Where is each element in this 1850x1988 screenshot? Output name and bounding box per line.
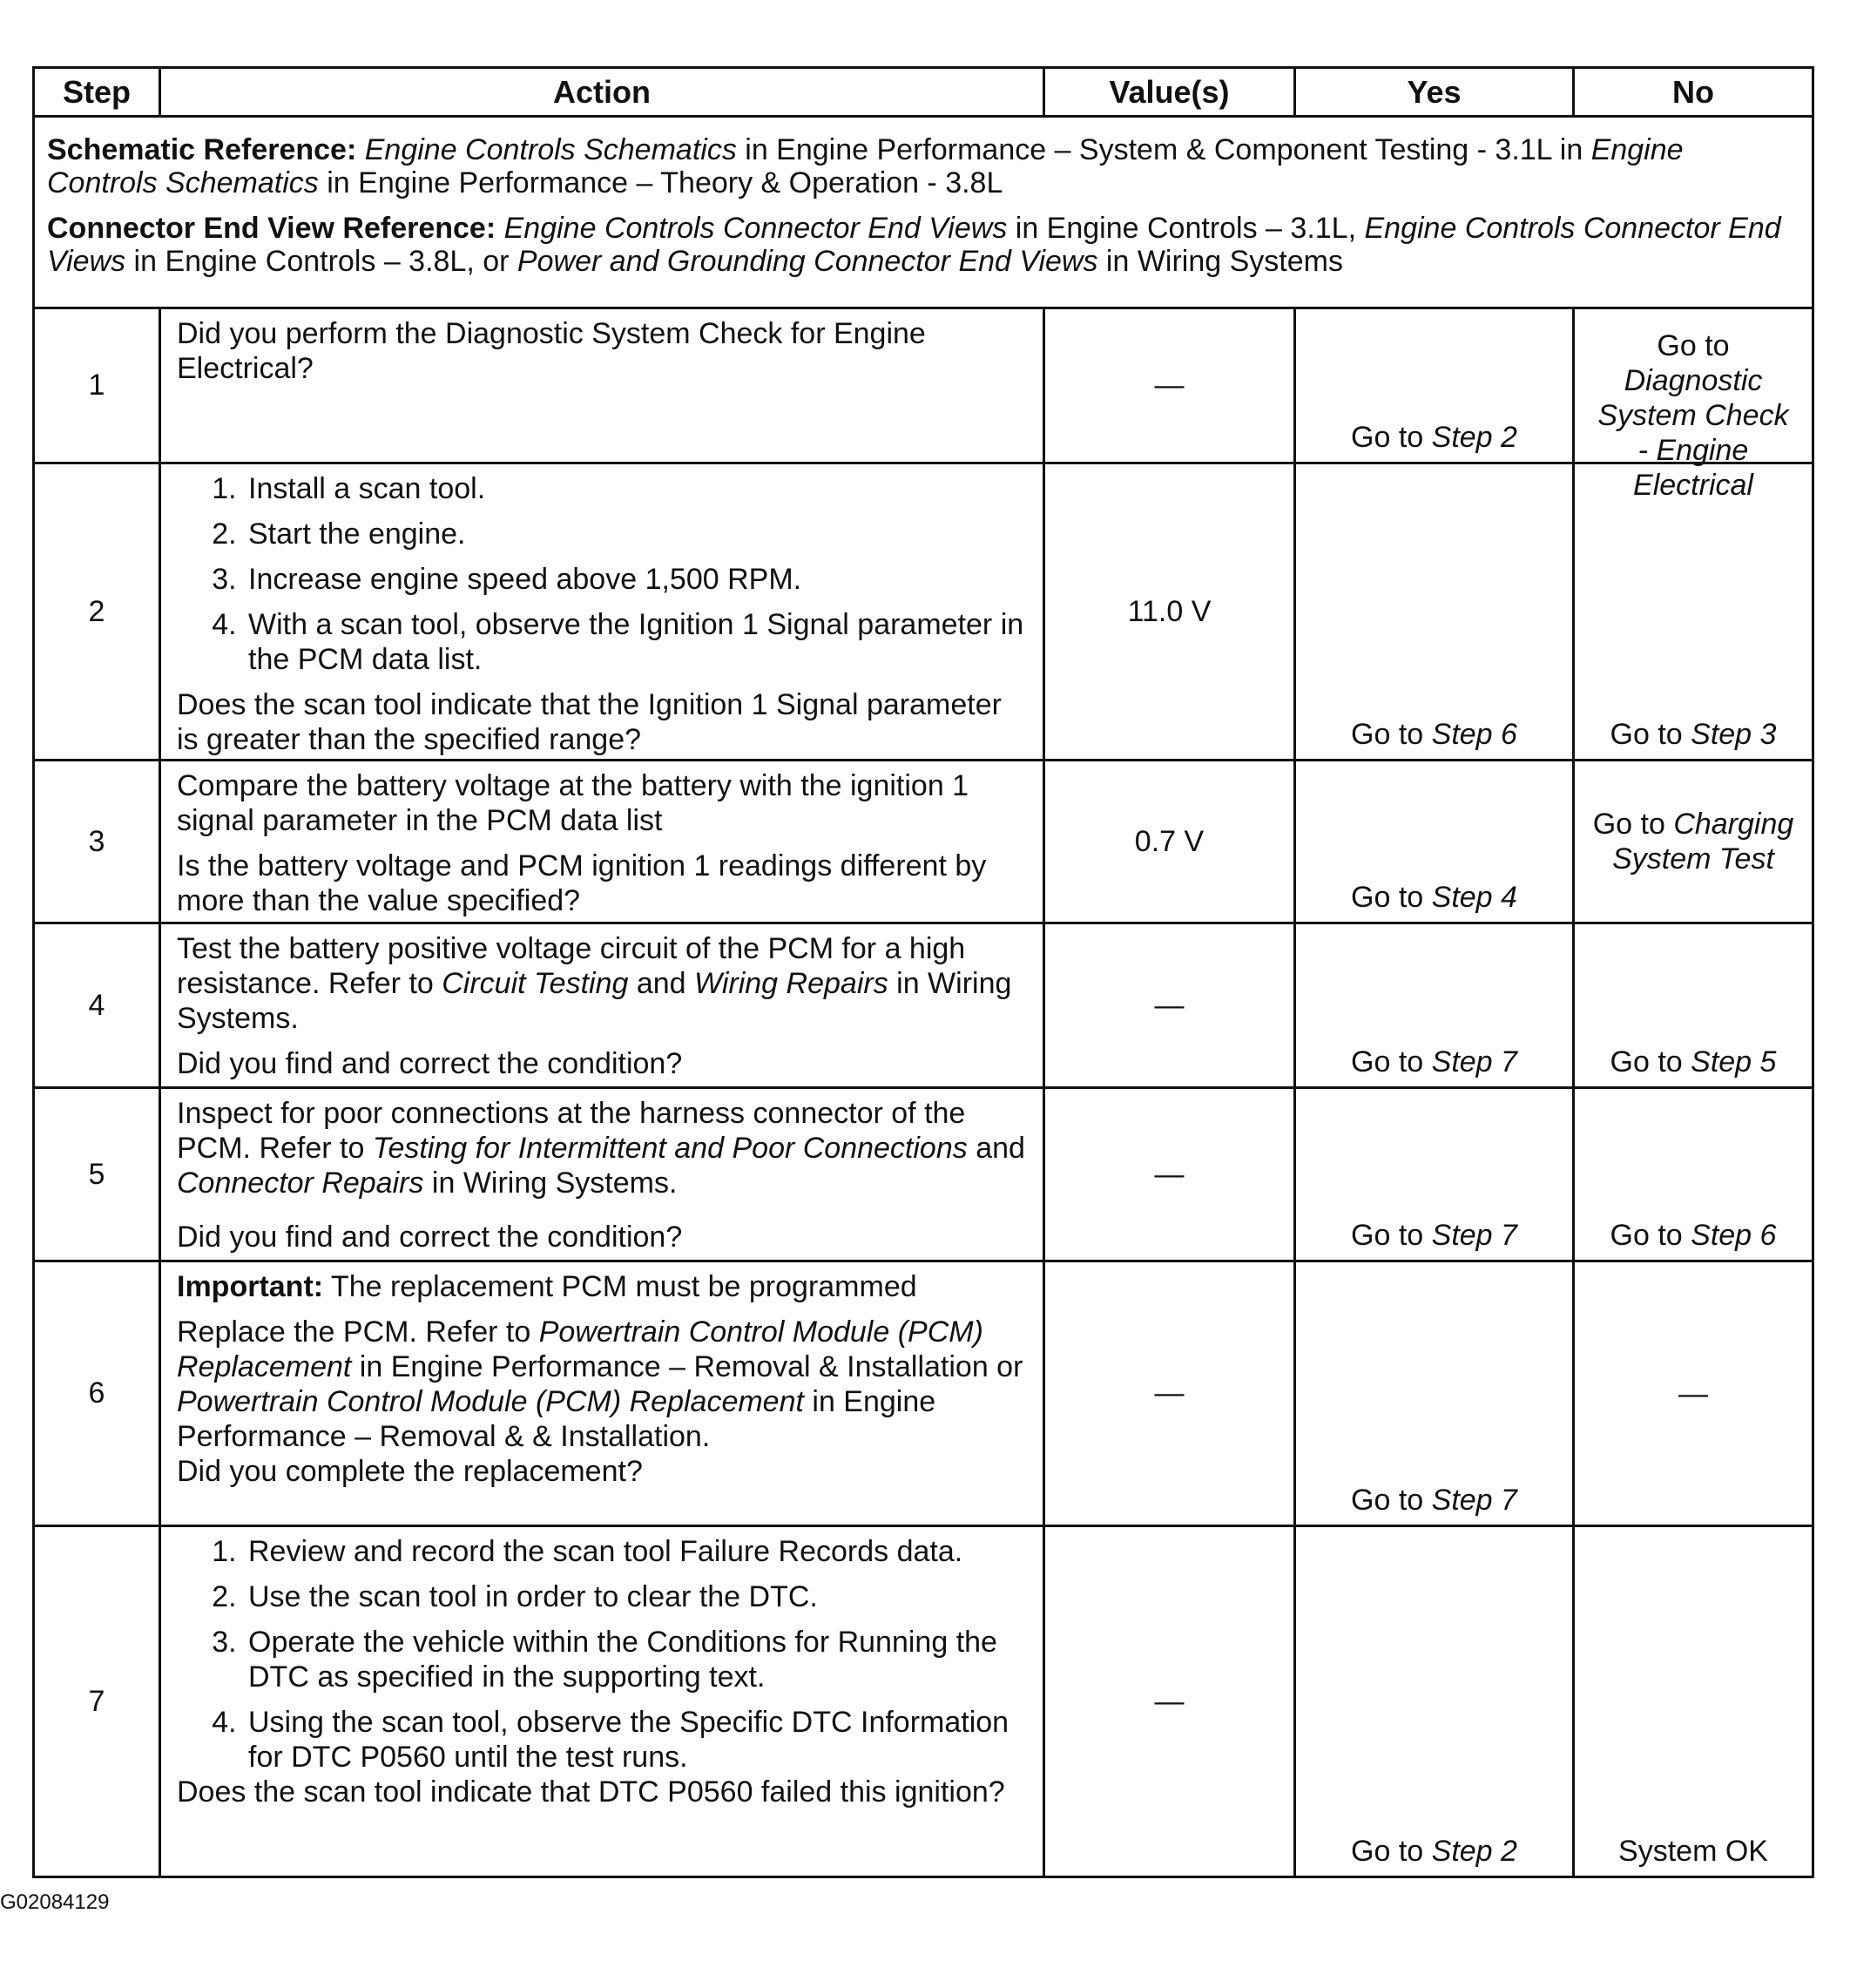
no-link[interactable]: Step 6 xyxy=(1691,1219,1777,1252)
table-row xyxy=(35,924,1812,1089)
diagnostic-table xyxy=(32,66,1814,1878)
yes-link[interactable]: Step 6 xyxy=(1431,718,1517,751)
value-cell: — xyxy=(1043,1262,1293,1525)
no-cell: Go to Step 6 xyxy=(1572,1089,1812,1260)
action-cell xyxy=(159,924,1043,1086)
list-item: 3. Increase engine speed above 1,500 RPM. xyxy=(245,562,1030,597)
step-number: 7 xyxy=(88,1684,105,1718)
no-link[interactable]: Step 3 xyxy=(1691,718,1777,751)
action-cell xyxy=(159,1527,1043,1876)
step-number: 5 xyxy=(88,1157,105,1191)
yes-cell: Go to Step 2 xyxy=(1293,1527,1572,1876)
step-number: 4 xyxy=(88,988,105,1022)
question: Did you perform the Diagnostic System Check for Engine Electrical? xyxy=(177,317,926,385)
no-cell: Go to Step 3 xyxy=(1572,464,1812,759)
action-cell xyxy=(159,464,1043,759)
connector-reference: Connector End View Reference: Engine Controls Connector End Views in Engine Controls – 3.1L, Engine Controls Connector End Views in Engine Controls – 3.8L, or Power and Grounding Connector End Views in Wiring Systems xyxy=(47,212,1781,278)
list-item: 2. Start the engine. xyxy=(245,517,1030,551)
list-item: 3. Operate the vehicle within the Conditions for Running the DTC as specified in the supporting text. xyxy=(245,1625,1030,1694)
list-item: 4. With a scan tool, observe the Ignition 1 Signal parameter in the PCM data list. xyxy=(245,607,1030,677)
yes-link[interactable]: Step 7 xyxy=(1431,1484,1517,1517)
list-item: 4. Using the scan tool, observe the Specific DTC Information for DTC P0560 until the test runs. xyxy=(245,1705,1030,1775)
step-number: 6 xyxy=(88,1376,105,1410)
question: Did you find and correct the condition? xyxy=(177,1047,683,1080)
instruction: Compare the battery voltage at the battery with the ignition 1 signal parameter in the PCM data list xyxy=(177,769,969,837)
yes-link[interactable]: Step 2 xyxy=(1431,1835,1517,1868)
step-number: 1 xyxy=(88,369,105,402)
yes-link[interactable]: Step 2 xyxy=(1431,421,1517,454)
value-cell: 0.7 V xyxy=(1043,761,1293,922)
no-cell: — xyxy=(1572,1262,1812,1525)
step-number: 2 xyxy=(88,594,105,628)
header-action: Action xyxy=(159,69,1043,115)
question: Is the battery voltage and PCM ignition 1 readings different by more than the value specified? xyxy=(177,849,987,917)
yes-link[interactable]: Step 7 xyxy=(1431,1045,1517,1079)
value-cell: 11.0 V xyxy=(1043,464,1293,759)
no-link[interactable]: Step 5 xyxy=(1691,1045,1777,1079)
no-link[interactable]: Diagnostic System Check - Engine Electrical xyxy=(1597,364,1789,502)
table-row xyxy=(35,761,1812,924)
figure-id: G02084129 xyxy=(0,1890,110,1914)
header-step: Step xyxy=(62,73,131,110)
value-cell: — xyxy=(1043,1089,1293,1260)
yes-cell: Go to Step 6 xyxy=(1293,464,1572,759)
no-cell: System OK xyxy=(1572,1527,1812,1876)
schematic-reference: Schematic Reference: Engine Controls Schematics in Engine Performance – System & Component Testing - 3.1L in Engine Controls Schematics in Engine Performance – Theory & Operation - 3.8L xyxy=(47,133,1684,199)
important-note: Important: The replacement PCM must be programmed xyxy=(177,1270,917,1303)
reference-section xyxy=(35,118,1812,309)
header-yes: Yes xyxy=(1293,69,1572,115)
header-values: Value(s) xyxy=(1043,69,1293,115)
table-row xyxy=(35,1527,1812,1876)
list-item: 2. Use the scan tool in order to clear the DTC. xyxy=(245,1579,1030,1614)
action-cell xyxy=(159,1089,1043,1260)
procedure-list xyxy=(177,471,1030,677)
step-number: 3 xyxy=(88,824,105,858)
instruction: Inspect for poor connections at the harness connector of the PCM. Refer to Testing for Intermittent and Poor Connections and Connector Repairs in Wiring Systems. xyxy=(177,1097,1025,1200)
table-row xyxy=(35,464,1812,761)
question: Did you complete the replacement? xyxy=(177,1455,643,1488)
list-item: 1. Review and record the scan tool Failure Records data. xyxy=(245,1534,1030,1569)
yes-cell: Go to Step 7 xyxy=(1293,1262,1572,1525)
list-item: 1. Install a scan tool. xyxy=(245,471,1030,506)
no-link[interactable]: Charging System Test xyxy=(1612,808,1794,876)
procedure-list xyxy=(177,1534,1030,1775)
yes-cell: Go to Step 4 xyxy=(1293,761,1572,922)
action-cell xyxy=(159,1262,1043,1525)
question: Does the scan tool indicate that DTC P0560 failed this ignition? xyxy=(177,1775,1005,1809)
yes-cell: Go to Step 7 xyxy=(1293,924,1572,1086)
question: Does the scan tool indicate that the Ignition 1 Signal parameter is greater than the specified range? xyxy=(177,688,1002,756)
instruction: Replace the PCM. Refer to Powertrain Control Module (PCM) Replacement in Engine Performance – Removal & Installation or Powertrain Control Module (PCM) Replacement in Engine Performance – Removal & & Installation. xyxy=(177,1315,1023,1453)
instruction: Test the battery positive voltage circuit of the PCM for a high resistance. Refer to Circuit Testing and Wiring Repairs in Wiring Systems. xyxy=(177,932,1012,1035)
value-cell: — xyxy=(1043,924,1293,1086)
table-row xyxy=(35,1262,1812,1527)
question: Did you find and correct the condition? xyxy=(177,1221,683,1254)
yes-cell: Go to Step 7 xyxy=(1293,1089,1572,1260)
value-cell: — xyxy=(1043,309,1293,462)
value-cell: — xyxy=(1043,1527,1293,1876)
action-cell xyxy=(159,309,1043,462)
yes-cell: Go to Step 2 xyxy=(1293,309,1572,462)
table-row xyxy=(35,1089,1812,1262)
yes-link[interactable]: Step 7 xyxy=(1431,1219,1517,1252)
action-cell xyxy=(159,761,1043,922)
no-cell: Go to Charging System Test xyxy=(1572,761,1812,922)
no-cell: Go to Diagnostic System Check - Engine Electrical xyxy=(1572,309,1812,462)
no-cell: Go to Step 5 xyxy=(1572,924,1812,1086)
yes-link[interactable]: Step 4 xyxy=(1431,881,1517,914)
table-header-row xyxy=(35,69,1812,118)
header-no: No xyxy=(1572,69,1812,115)
